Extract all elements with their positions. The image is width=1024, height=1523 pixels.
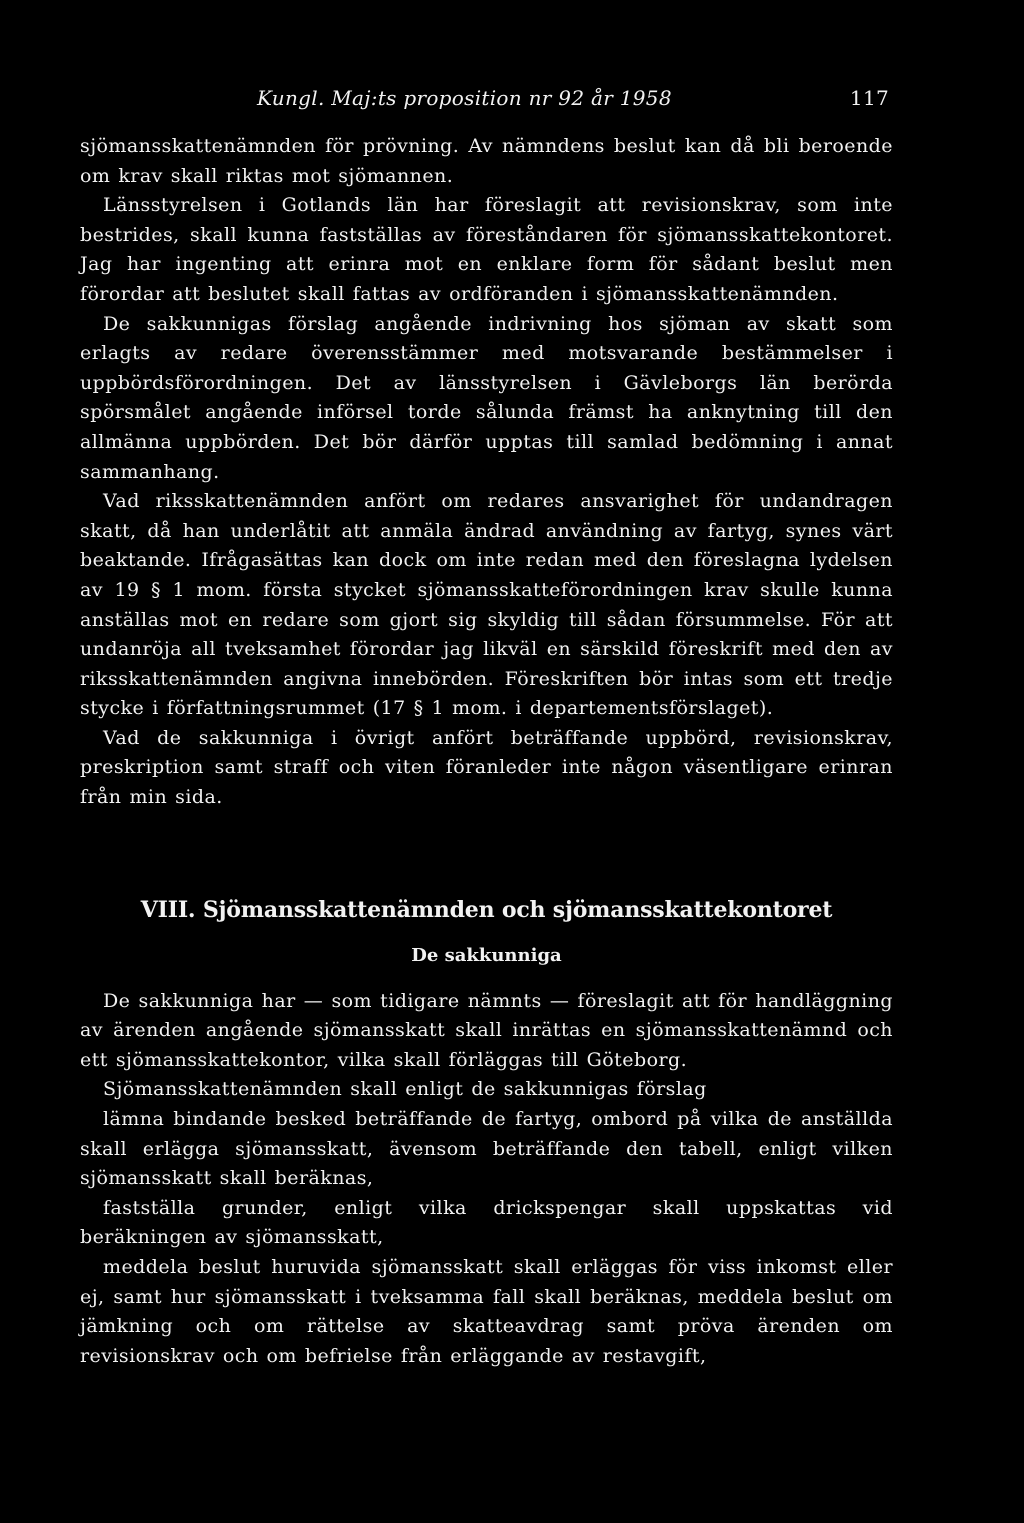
list-item: meddela beslut huruvida sjömansskatt skall erläggas för viss inkomst eller ej, samt hur sjömansskatt i tveksamma fall skall beräknas, meddela beslut om jämkning och om rättelse av skatteavdrag samt pröva ärenden om revisionskrav och om befrielse från erläggande av restavgift, <box>80 1256 893 1367</box>
paragraph: Vad riksskattenämnden anfört om redares ansvarighet för undandragen skatt, då han underlåtit att anmäla ändrad användning av fartyg, synes värt beaktande. Ifrågasättas kan dock om inte redan med den föreslagna lydelsen av 19 § 1 mom. första stycket sjömansskatteförordningen krav skulle kunna anställas mot en redare som gjort sig skyldig till sådan försummelse. För att undanröja all tveksamhet förordar jag likväl en särskild föreskrift med den av riksskattenämnden angivna innebörden. Föreskriften bör intas som ett tredje stycke i författningsrummet (17 § 1 mom. i departementsförslaget). <box>80 490 893 720</box>
running-header <box>80 82 893 118</box>
paragraph-continued: sjömansskattenämnden för prövning. Av nämndens beslut kan då bli beroende om krav skall riktas mot sjömannen. <box>80 135 893 187</box>
page-number: 117 <box>849 86 889 110</box>
paragraph: Sjömansskattenämnden skall enligt de sakkunnigas förslag <box>103 1078 707 1101</box>
list-item: lämna bindande besked beträffande de fartyg, ombord på vilka de anställda skall erlägga sjömansskatt, ävensom beträffande den tabell, enligt vilken sjömansskatt skall beräknas, <box>80 1108 893 1190</box>
paragraph: De sakkunnigas förslag angående indrivning hos sjöman av skatt som erlagts av redare överensstämmer med motsvarande bestämmelser i uppbördsförordningen. Det av länsstyrelsen i Gävleborgs län berörda spörsmålet angående införsel torde sålunda främst ha anknytning till den allmänna uppbörden. Det bör därför upptas till samlad bedömning i annat sammanhang. <box>80 312 893 483</box>
publication-title: Kungl. Maj:ts proposition nr 92 år 1958 <box>257 86 672 110</box>
section-subheading: De sakkunniga <box>411 944 562 966</box>
paragraph: De sakkunniga har — som tidigare nämnts — föreslagit att för handläggning av ärenden angående sjömansskatt skall inrättas en sjömansskattenämnd och ett sjömansskattekontor, vilka skall förläggas till Göteborg. <box>80 989 893 1071</box>
section-heading: VIII. Sjömansskattenämnden och sjömansskattekontoret <box>140 896 833 923</box>
document-page <box>80 82 893 1371</box>
list-item: fastställa grunder, enligt vilka drickspengar skall uppskattas vid beräkningen av sjömansskatt, <box>80 1196 893 1249</box>
paragraph: Vad de sakkunniga i övrigt anfört beträffande uppbörd, revisionskrav, preskription samt straff och viten föranleder inte någon väsentligare erinran från min sida. <box>80 726 893 809</box>
body-text <box>80 132 893 813</box>
paragraph: Länsstyrelsen i Gotlands län har föreslagit att revisionskrav, som inte bestrides, skall kunna fastställas av föreståndaren för sjömansskattekontoret. Jag har ingenting att erinra mot en enklare form för sådant beslut men förordar att beslutet skall fattas av ordföranden i sjömansskattenämnden. <box>80 194 893 305</box>
section-body-text <box>80 987 893 1372</box>
